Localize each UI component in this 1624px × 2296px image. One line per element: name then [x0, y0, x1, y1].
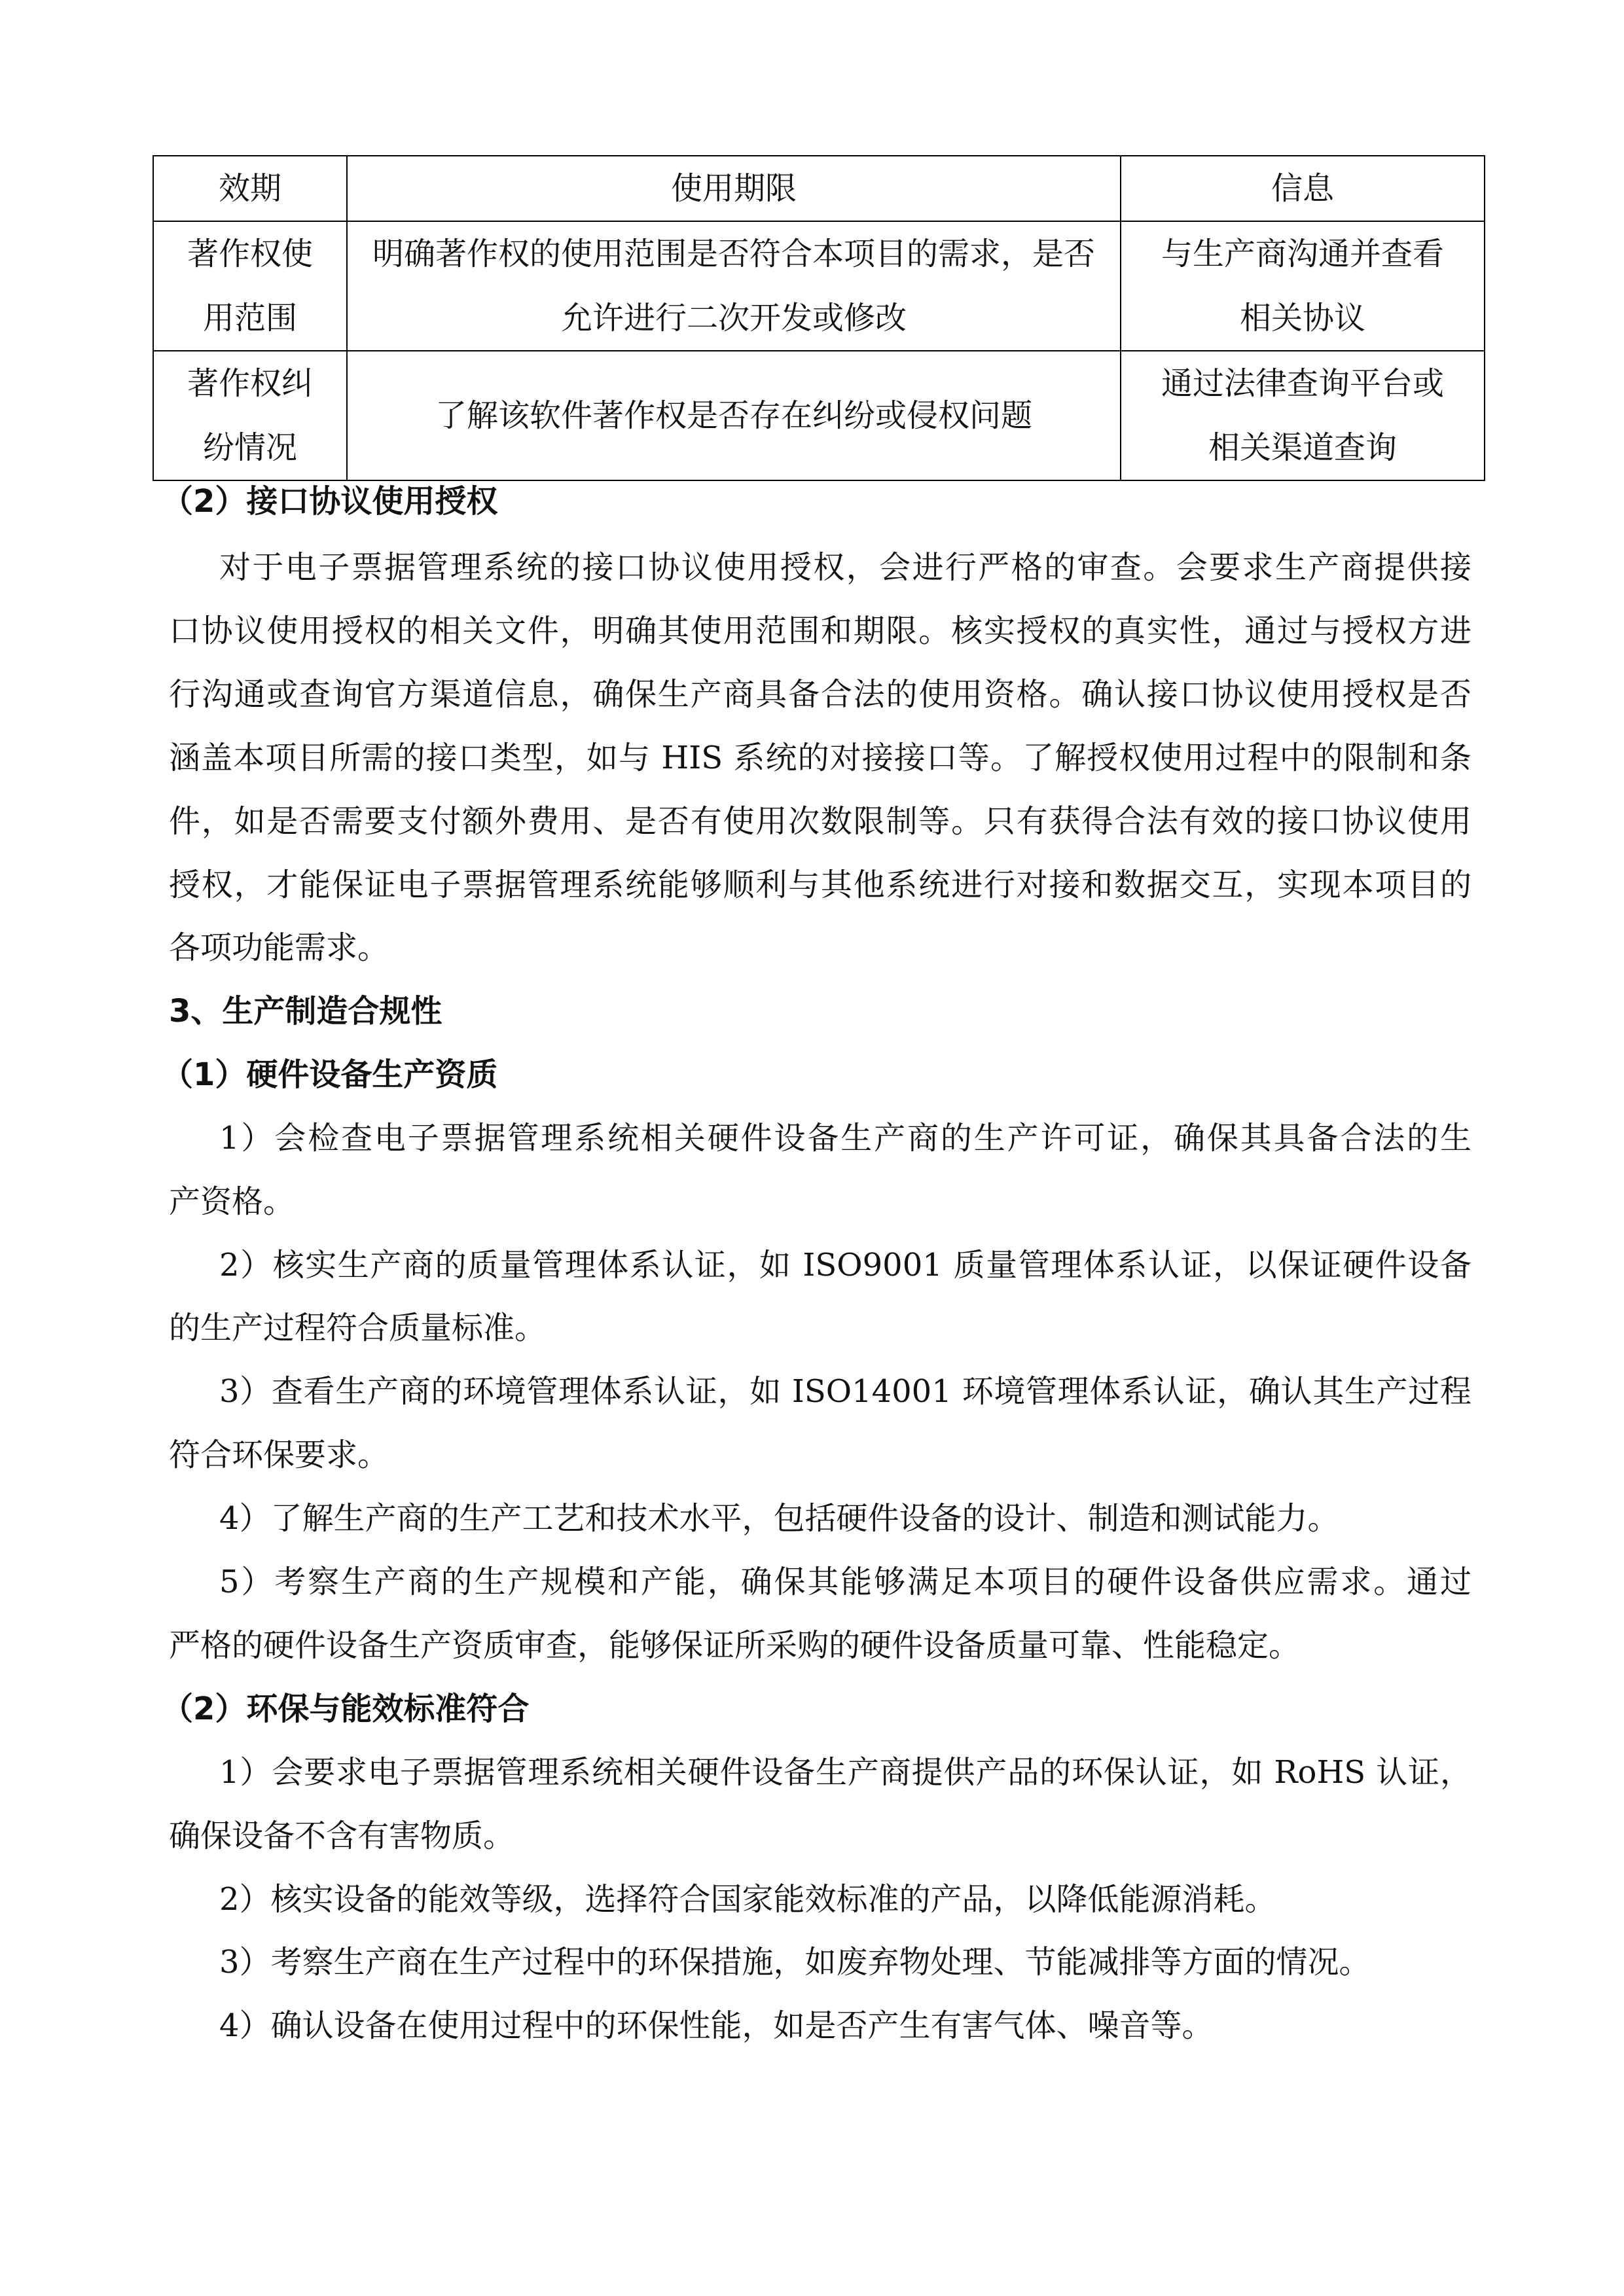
table-cell: 著作权使用范围 — [153, 221, 347, 351]
list-item-line: 3）查看生产商的环境管理体系认证，如 ISO14001 环境管理体系认证，确认其生产过程 — [219, 1373, 1471, 1410]
table-header-row — [153, 156, 1485, 221]
list-item-line: 确保设备不含有害物质。 — [169, 1818, 515, 1854]
paragraph-line: 对于电子票据管理系统的接口协议使用授权，会进行严格的审查。会要求生产商提供接 — [219, 549, 1471, 586]
list-item-line: 4）确认设备在使用过程中的环保性能，如是否产生有害气体、噪音等。 — [219, 2007, 1214, 2044]
list-item-line: 2）核实生产商的质量管理体系认证，如 ISO9001 质量管理体系认证，以保证硬件设备 — [219, 1247, 1471, 1283]
table-cell: 通过法律查询平台或相关渠道查询 — [1121, 351, 1485, 480]
paragraph-line: 授权，才能保证电子票据管理系统能够顺利与其他系统进行对接和数据交互，实现本项目的 — [169, 867, 1471, 903]
paragraph-line: 涵盖本项目所需的接口类型，如与 HIS 系统的对接接口等。了解授权使用过程中的限制和条 — [169, 740, 1471, 776]
paragraph-line: 口协议使用授权的相关文件，明确其使用范围和期限。核实授权的真实性，通过与授权方进 — [169, 613, 1471, 649]
list-item-line: 1）会要求电子票据管理系统相关硬件设备生产商提供产品的环保认证，如 RoHS 认证， — [219, 1754, 1471, 1791]
table-row — [153, 351, 1485, 480]
table-row — [153, 221, 1485, 351]
table-cell: 明确著作权的使用范围是否符合本项目的需求，是否允许进行二次开发或修改 — [347, 221, 1121, 351]
list-item-line: 5）考察生产商的生产规模和产能，确保其能够满足本项目的硬件设备供应需求。通过 — [219, 1564, 1471, 1600]
list-item-line: 4）了解生产商的生产工艺和技术水平，包括硬件设备的设计、制造和测试能力。 — [219, 1500, 1339, 1537]
list-item-line: 符合环保要求。 — [169, 1437, 389, 1473]
subsection-heading: （1）硬件设备生产资质 — [162, 1056, 498, 1093]
table-cell: 著作权纠纷情况 — [153, 351, 347, 480]
list-item-line: 3）考察生产商在生产过程中的环保措施，如废弃物处理、节能减排等方面的情况。 — [219, 1944, 1371, 1981]
section-heading: 3、生产制造合规性 — [169, 993, 442, 1030]
list-item-line: 1）会检查电子票据管理系统相关硬件设备生产商的生产许可证，确保其具备合法的生 — [219, 1120, 1471, 1157]
copyright-table — [153, 155, 1485, 481]
paragraph-line: 件，如是否需要支付额外费用、是否有使用次数限制等。只有获得合法有效的接口协议使用 — [169, 803, 1471, 840]
paragraph-line: 行沟通或查询官方渠道信息，确保生产商具备合法的使用资格。确认接口协议使用授权是否 — [169, 676, 1471, 713]
table-header-cell: 使用期限 — [347, 156, 1121, 221]
table-cell: 了解该软件著作权是否存在纠纷或侵权问题 — [347, 351, 1121, 480]
paragraph-line: 各项功能需求。 — [169, 929, 389, 966]
table-header-cell: 效期 — [153, 156, 347, 221]
table-header-cell: 信息 — [1121, 156, 1485, 221]
list-item-line: 严格的硬件设备生产资质审查，能够保证所采购的硬件设备质量可靠、性能稳定。 — [169, 1627, 1301, 1664]
section-heading: （2）接口协议使用授权 — [162, 483, 498, 520]
table-cell: 与生产商沟通并查看相关协议 — [1121, 221, 1485, 351]
list-item-line: 产资格。 — [169, 1183, 295, 1220]
subsection-heading: （2）环保与能效标准符合 — [162, 1691, 530, 1727]
list-item-line: 2）核实设备的能效等级，选择符合国家能效标准的产品，以降低能源消耗。 — [219, 1881, 1276, 1918]
list-item-line: 的生产过程符合质量标准。 — [169, 1310, 547, 1346]
